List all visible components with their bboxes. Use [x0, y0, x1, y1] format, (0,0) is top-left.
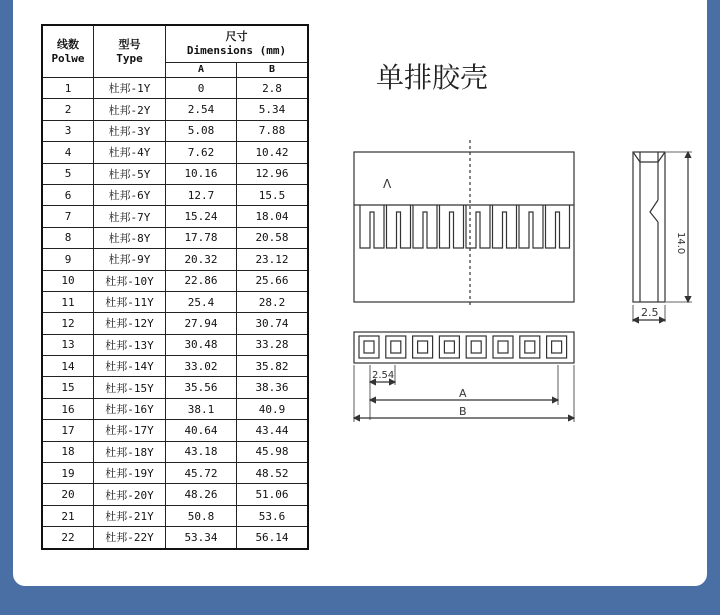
header-type-cn: 型号 [118, 37, 141, 51]
cell-a: 10.16 [166, 163, 237, 184]
cell-type: 杜邦-19Y [94, 463, 166, 484]
cell-type: 杜邦-10Y [94, 270, 166, 291]
cell-a: 38.1 [166, 398, 237, 419]
cavity-inner [444, 341, 454, 353]
cell-poles: 4 [42, 142, 94, 163]
cell-a: 53.34 [166, 527, 237, 549]
cell-b: 40.9 [237, 398, 309, 419]
cell-b: 48.52 [237, 463, 309, 484]
cavity-outer [359, 336, 379, 358]
cell-type: 杜邦-12Y [94, 313, 166, 334]
cell-a: 40.64 [166, 420, 237, 441]
cell-b: 20.58 [237, 227, 309, 248]
width-dim-label: 2.5 [641, 306, 659, 319]
cavity-inner [471, 341, 481, 353]
b-dim-label: B [459, 405, 467, 418]
cell-b: 53.6 [237, 505, 309, 526]
cavity-outer [547, 336, 567, 358]
cavity-inner [418, 341, 428, 353]
pin-one-marker: Λ [383, 177, 392, 191]
contact-slot [440, 205, 464, 248]
contact-slot [413, 205, 437, 248]
cell-b: 7.88 [237, 120, 309, 141]
a-dim-label: A [459, 387, 467, 400]
cavity-inner [364, 341, 374, 353]
side-latch [650, 200, 658, 222]
cavity-outer [439, 336, 459, 358]
cell-type: 杜邦-13Y [94, 334, 166, 355]
cell-b: 43.44 [237, 420, 309, 441]
contact-slot [519, 205, 543, 248]
cell-a: 0 [166, 78, 237, 99]
header-col-a: A [166, 63, 237, 78]
cell-a: 15.24 [166, 206, 237, 227]
cell-poles: 22 [42, 527, 94, 549]
cell-type: 杜邦-9Y [94, 249, 166, 270]
cell-poles: 18 [42, 441, 94, 462]
cell-b: 35.82 [237, 356, 309, 377]
cell-type: 杜邦-22Y [94, 527, 166, 549]
cell-poles: 3 [42, 120, 94, 141]
cell-b: 51.06 [237, 484, 309, 505]
height-dim-label: 14.0 [675, 232, 686, 255]
header-poles-cn: 线数 [57, 37, 79, 51]
contact-slot [387, 205, 411, 248]
cell-b: 5.34 [237, 99, 309, 120]
cell-b: 45.98 [237, 441, 309, 462]
cavity-outer [466, 336, 486, 358]
cell-poles: 10 [42, 270, 94, 291]
cell-a: 30.48 [166, 334, 237, 355]
contact-slot [493, 205, 517, 248]
cell-b: 23.12 [237, 249, 309, 270]
side-chamfer [633, 152, 665, 162]
cavity-inner [391, 341, 401, 353]
cell-a: 48.26 [166, 484, 237, 505]
cell-a: 22.86 [166, 270, 237, 291]
cell-b: 30.74 [237, 313, 309, 334]
cell-b: 18.04 [237, 206, 309, 227]
cavity-outer [413, 336, 433, 358]
contact-slot [360, 205, 384, 248]
header-dim-en: Dimensions (mm) [186, 44, 287, 57]
cell-poles: 14 [42, 356, 94, 377]
cell-poles: 16 [42, 398, 94, 419]
cell-poles: 5 [42, 163, 94, 184]
cavity-outer [386, 336, 406, 358]
cell-a: 5.08 [166, 120, 237, 141]
cell-a: 17.78 [166, 227, 237, 248]
cell-type: 杜邦-11Y [94, 291, 166, 312]
cell-poles: 12 [42, 313, 94, 334]
cavity-outer [520, 336, 540, 358]
cell-b: 28.2 [237, 291, 309, 312]
cell-type: 杜邦-8Y [94, 227, 166, 248]
cell-b: 12.96 [237, 163, 309, 184]
cell-type: 杜邦-7Y [94, 206, 166, 227]
cell-type: 杜邦-16Y [94, 398, 166, 419]
cavity-inner [552, 341, 562, 353]
product-title: 单排胶壳 [376, 61, 489, 94]
cell-a: 45.72 [166, 463, 237, 484]
header-col-b: B [237, 63, 309, 78]
front-view [354, 140, 574, 305]
cell-type: 杜邦-15Y [94, 377, 166, 398]
cell-a: 35.56 [166, 377, 237, 398]
cell-b: 25.66 [237, 270, 309, 291]
cavity-inner [498, 341, 508, 353]
cell-a: 27.94 [166, 313, 237, 334]
cell-poles: 1 [42, 78, 94, 99]
cell-a: 20.32 [166, 249, 237, 270]
cell-poles: 15 [42, 377, 94, 398]
pitch-dim-label: 2.54 [372, 370, 395, 381]
header-poles-en: Polwe [51, 51, 85, 65]
cell-poles: 19 [42, 463, 94, 484]
cell-a: 2.54 [166, 99, 237, 120]
cell-type: 杜邦-5Y [94, 163, 166, 184]
cell-type: 杜邦-20Y [94, 484, 166, 505]
cell-type: 杜邦-18Y [94, 441, 166, 462]
cell-b: 2.8 [237, 78, 309, 99]
cell-poles: 17 [42, 420, 94, 441]
cell-poles: 13 [42, 334, 94, 355]
cell-poles: 9 [42, 249, 94, 270]
cell-poles: 8 [42, 227, 94, 248]
cell-poles: 7 [42, 206, 94, 227]
header-type-en: Type [116, 51, 143, 65]
cell-type: 杜邦-2Y [94, 99, 166, 120]
cell-b: 10.42 [237, 142, 309, 163]
cell-a: 33.02 [166, 356, 237, 377]
cell-a: 7.62 [166, 142, 237, 163]
cell-type: 杜邦-3Y [94, 120, 166, 141]
cell-b: 33.28 [237, 334, 309, 355]
cell-type: 杜邦-17Y [94, 420, 166, 441]
slot-group [360, 205, 570, 248]
cell-b: 38.36 [237, 377, 309, 398]
cell-a: 50.8 [166, 505, 237, 526]
cavity-inner [525, 341, 535, 353]
cell-type: 杜邦-21Y [94, 505, 166, 526]
cavity-outer [493, 336, 513, 358]
cell-a: 12.7 [166, 184, 237, 205]
cell-type: 杜邦-4Y [94, 142, 166, 163]
cell-b: 15.5 [237, 184, 309, 205]
side-outline [633, 152, 665, 302]
header-dim-cn: 尺寸 [225, 30, 248, 43]
cell-poles: 20 [42, 484, 94, 505]
contact-slot [546, 205, 570, 248]
cell-type: 杜邦-1Y [94, 78, 166, 99]
cell-type: 杜邦-6Y [94, 184, 166, 205]
cell-poles: 11 [42, 291, 94, 312]
cell-a: 25.4 [166, 291, 237, 312]
cell-poles: 21 [42, 505, 94, 526]
cell-type: 杜邦-14Y [94, 356, 166, 377]
cell-poles: 2 [42, 99, 94, 120]
cell-a: 43.18 [166, 441, 237, 462]
cavity-group [359, 336, 567, 358]
cell-poles: 6 [42, 184, 94, 205]
cell-b: 56.14 [237, 527, 309, 549]
